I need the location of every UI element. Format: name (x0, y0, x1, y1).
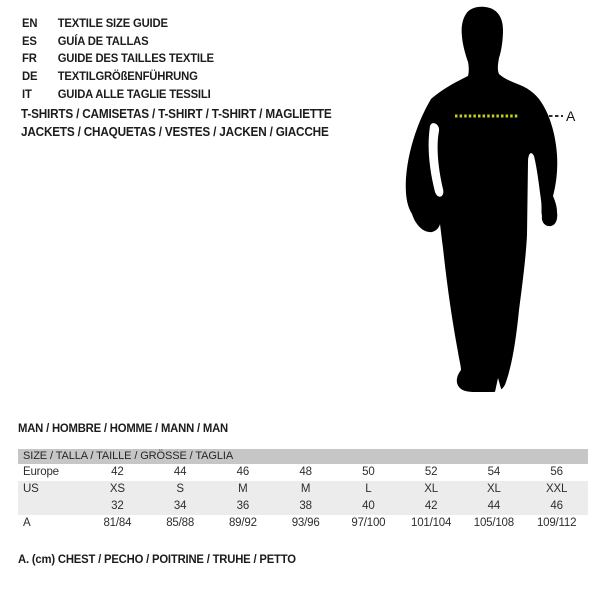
language-code: ES (22, 33, 37, 48)
cell: 42 (111, 466, 124, 478)
language-label: GUÍA DE TALLAS (57, 33, 149, 48)
language-list (22, 14, 214, 103)
language-label: TEXTILGRÖßENFÜHRUNG (57, 69, 198, 84)
language-label: TEXTILE SIZE GUIDE (57, 15, 168, 30)
row-label: US (23, 483, 39, 495)
cell: 109/112 (536, 517, 577, 529)
size-table (18, 449, 588, 532)
row-label (18, 498, 86, 515)
language-label: GUIDE DES TAILLES TEXTILE (57, 51, 214, 66)
language-row (22, 85, 214, 103)
language-label: GUIDA ALLE TAGLIE TESSILI (57, 86, 211, 101)
gender-caption: MAN / HOMBRE / HOMME / MANN / MAN (18, 421, 228, 435)
man-silhouette-body (406, 7, 558, 392)
cell: 36 (236, 500, 250, 512)
cell: 46 (236, 466, 250, 478)
cell: 32 (111, 500, 124, 512)
cell: M (238, 483, 248, 495)
cell: L (365, 483, 372, 495)
product-line-tshirts: T-SHIRTS / CAMISETAS / T-SHIRT / T-SHIRT / MAGLIETTE (21, 107, 332, 121)
language-row (22, 14, 214, 32)
product-line-jackets: JACKETS / CHAQUETAS / VESTES / JACKEN / GIACCHE (21, 125, 329, 139)
size-table-header: SIZE / TALLA / TAILLE / GRÖSSE / TAGLIA (18, 449, 588, 464)
cell: 97/100 (351, 517, 386, 529)
cell: 54 (487, 466, 501, 478)
measure-label-a: A (566, 108, 576, 124)
measurement-footnote: A. (cm) CHEST / PECHO / POITRINE / TRUHE / PETTO (18, 552, 296, 566)
language-row (22, 32, 214, 50)
cell: 44 (487, 500, 501, 512)
cell: S (176, 483, 184, 495)
cell: 38 (299, 500, 312, 512)
table-row-numeric (18, 498, 588, 515)
row-label: A (23, 517, 31, 529)
cell: XL (487, 483, 501, 495)
cell: 89/92 (228, 517, 257, 529)
language-row (22, 67, 214, 85)
cell: 42 (424, 500, 438, 512)
table-row-us (18, 481, 588, 498)
cell: 52 (424, 466, 438, 478)
cell: 48 (299, 466, 312, 478)
cell: 46 (550, 500, 563, 512)
language-code: DE (22, 69, 38, 84)
table-row-chest-a (18, 515, 588, 532)
table-row-europe (18, 464, 588, 481)
cell: 85/88 (166, 517, 195, 529)
cell: 50 (362, 466, 375, 478)
cell: 93/96 (291, 517, 320, 529)
language-row (22, 50, 214, 68)
cell: XL (424, 483, 438, 495)
man-silhouette-figure (400, 0, 580, 400)
language-code: EN (22, 15, 38, 30)
cell: 56 (550, 466, 563, 478)
language-code: FR (22, 51, 37, 66)
cell: 105/108 (473, 517, 514, 529)
cell: XXL (546, 483, 568, 495)
cell: 44 (173, 466, 187, 478)
cell: XS (109, 483, 125, 495)
cell: M (300, 483, 311, 495)
cell: 40 (362, 500, 375, 512)
cell: 34 (173, 500, 187, 512)
product-categories (21, 105, 332, 141)
language-code: IT (22, 86, 32, 101)
row-label: Europe (23, 466, 59, 478)
cell: 81/84 (103, 517, 132, 529)
cell: 101/104 (411, 517, 452, 529)
man-silhouette-svg (400, 0, 580, 400)
